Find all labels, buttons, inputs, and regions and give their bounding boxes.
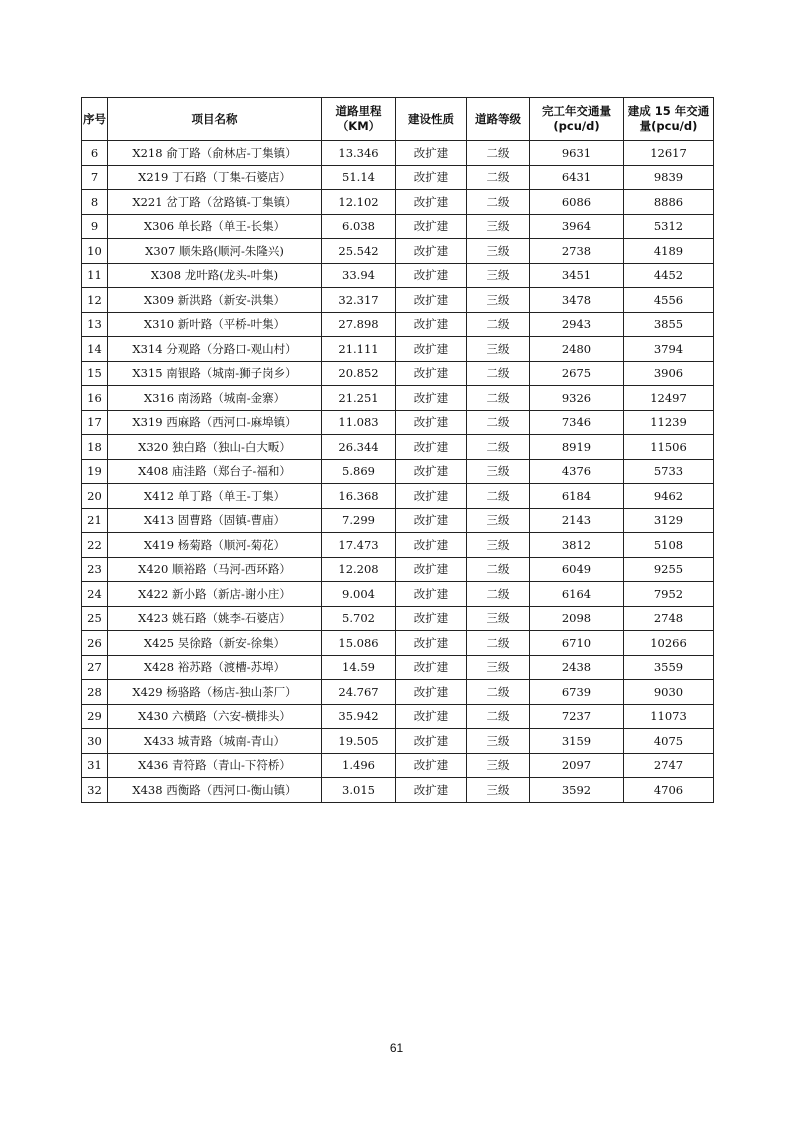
cell-road-grade: 二级 <box>467 312 530 337</box>
cell-mileage: 9.004 <box>322 582 396 607</box>
cell-road-grade: 二级 <box>467 557 530 582</box>
cell-volume-complete: 2943 <box>530 312 624 337</box>
cell-project-name: X320 独白路（独山-白大畈） <box>108 435 322 460</box>
header-km: 道路里程（KM） <box>322 98 396 141</box>
cell-construction-nature: 改扩建 <box>396 582 467 607</box>
cell-mileage: 26.344 <box>322 435 396 460</box>
cell-road-grade: 二级 <box>467 141 530 166</box>
cell-mileage: 12.102 <box>322 190 396 215</box>
cell-volume-15-year: 4189 <box>624 239 714 264</box>
cell-project-name: X316 南汤路（城南-金寨） <box>108 386 322 411</box>
cell-construction-nature: 改扩建 <box>396 361 467 386</box>
cell-no: 19 <box>82 459 108 484</box>
cell-construction-nature: 改扩建 <box>396 312 467 337</box>
cell-no: 27 <box>82 655 108 680</box>
cell-road-grade: 二级 <box>467 484 530 509</box>
cell-volume-15-year: 5733 <box>624 459 714 484</box>
table-row <box>82 239 714 264</box>
cell-construction-nature: 改扩建 <box>396 753 467 778</box>
cell-volume-15-year: 2747 <box>624 753 714 778</box>
cell-no: 23 <box>82 557 108 582</box>
table-row <box>82 704 714 729</box>
cell-mileage: 17.473 <box>322 533 396 558</box>
table-row <box>82 190 714 215</box>
cell-mileage: 3.015 <box>322 778 396 803</box>
cell-no: 6 <box>82 141 108 166</box>
header-no: 序号 <box>82 98 108 141</box>
table-row <box>82 557 714 582</box>
cell-no: 15 <box>82 361 108 386</box>
table-row <box>82 214 714 239</box>
cell-road-grade: 二级 <box>467 190 530 215</box>
cell-no: 21 <box>82 508 108 533</box>
cell-volume-15-year: 4556 <box>624 288 714 313</box>
cell-project-name: X315 南银路（城南-狮子岗乡） <box>108 361 322 386</box>
table-row <box>82 263 714 288</box>
road-project-table <box>81 97 714 803</box>
cell-volume-15-year: 8886 <box>624 190 714 215</box>
table-row <box>82 361 714 386</box>
cell-road-grade: 二级 <box>467 435 530 460</box>
cell-mileage: 13.346 <box>322 141 396 166</box>
cell-no: 8 <box>82 190 108 215</box>
table-row <box>82 508 714 533</box>
cell-road-grade: 三级 <box>467 263 530 288</box>
cell-volume-complete: 2438 <box>530 655 624 680</box>
cell-project-name: X219 丁石路（丁集-石婆店） <box>108 165 322 190</box>
table-body <box>82 141 714 803</box>
cell-volume-complete: 4376 <box>530 459 624 484</box>
cell-construction-nature: 改扩建 <box>396 655 467 680</box>
cell-construction-nature: 改扩建 <box>396 508 467 533</box>
table-row <box>82 533 714 558</box>
cell-volume-15-year: 11506 <box>624 435 714 460</box>
cell-mileage: 15.086 <box>322 631 396 656</box>
table-row <box>82 778 714 803</box>
cell-road-grade: 二级 <box>467 680 530 705</box>
cell-no: 7 <box>82 165 108 190</box>
cell-road-grade: 三级 <box>467 239 530 264</box>
cell-mileage: 21.111 <box>322 337 396 362</box>
cell-no: 32 <box>82 778 108 803</box>
cell-project-name: X314 分观路（分路口-观山村） <box>108 337 322 362</box>
header-name: 项目名称 <box>108 98 322 141</box>
header-nature: 建设性质 <box>396 98 467 141</box>
cell-volume-15-year: 11239 <box>624 410 714 435</box>
cell-volume-complete: 6710 <box>530 631 624 656</box>
cell-volume-15-year: 9462 <box>624 484 714 509</box>
cell-volume-complete: 3159 <box>530 729 624 754</box>
cell-volume-complete: 3478 <box>530 288 624 313</box>
cell-volume-15-year: 9255 <box>624 557 714 582</box>
cell-project-name: X433 城青路（城南-青山） <box>108 729 322 754</box>
cell-project-name: X319 西麻路（西河口-麻埠镇） <box>108 410 322 435</box>
cell-road-grade: 三级 <box>467 778 530 803</box>
cell-project-name: X310 新叶路（平桥-叶集） <box>108 312 322 337</box>
cell-volume-complete: 6184 <box>530 484 624 509</box>
cell-volume-15-year: 9030 <box>624 680 714 705</box>
cell-volume-complete: 2675 <box>530 361 624 386</box>
header-volume-15-year: 建成 15 年交通量(pcu/d) <box>624 98 714 141</box>
cell-no: 13 <box>82 312 108 337</box>
cell-volume-15-year: 3129 <box>624 508 714 533</box>
cell-construction-nature: 改扩建 <box>396 190 467 215</box>
cell-no: 10 <box>82 239 108 264</box>
cell-construction-nature: 改扩建 <box>396 386 467 411</box>
cell-volume-complete: 2480 <box>530 337 624 362</box>
cell-volume-complete: 6049 <box>530 557 624 582</box>
cell-no: 14 <box>82 337 108 362</box>
table-row <box>82 655 714 680</box>
cell-project-name: X308 龙叶路(龙头-叶集) <box>108 263 322 288</box>
cell-construction-nature: 改扩建 <box>396 337 467 362</box>
cell-volume-15-year: 12617 <box>624 141 714 166</box>
cell-volume-complete: 6739 <box>530 680 624 705</box>
cell-no: 18 <box>82 435 108 460</box>
cell-project-name: X309 新洪路（新安-洪集） <box>108 288 322 313</box>
cell-volume-complete: 2143 <box>530 508 624 533</box>
cell-volume-15-year: 5312 <box>624 214 714 239</box>
cell-construction-nature: 改扩建 <box>396 557 467 582</box>
cell-construction-nature: 改扩建 <box>396 288 467 313</box>
cell-project-name: X221 岔丁路（岔路镇-丁集镇） <box>108 190 322 215</box>
cell-mileage: 12.208 <box>322 557 396 582</box>
cell-volume-15-year: 5108 <box>624 533 714 558</box>
cell-road-grade: 二级 <box>467 704 530 729</box>
cell-no: 22 <box>82 533 108 558</box>
cell-no: 11 <box>82 263 108 288</box>
table-row <box>82 288 714 313</box>
cell-volume-15-year: 10266 <box>624 631 714 656</box>
cell-volume-15-year: 4706 <box>624 778 714 803</box>
cell-volume-complete: 3451 <box>530 263 624 288</box>
cell-project-name: X408 庙洼路（郑台子-福和） <box>108 459 322 484</box>
cell-volume-complete: 3812 <box>530 533 624 558</box>
cell-no: 17 <box>82 410 108 435</box>
cell-project-name: X413 固曹路（固镇-曹庙） <box>108 508 322 533</box>
cell-road-grade: 二级 <box>467 631 530 656</box>
cell-construction-nature: 改扩建 <box>396 729 467 754</box>
cell-volume-complete: 2097 <box>530 753 624 778</box>
cell-mileage: 5.702 <box>322 606 396 631</box>
cell-construction-nature: 改扩建 <box>396 778 467 803</box>
cell-mileage: 51.14 <box>322 165 396 190</box>
cell-volume-complete: 6431 <box>530 165 624 190</box>
cell-no: 24 <box>82 582 108 607</box>
cell-construction-nature: 改扩建 <box>396 165 467 190</box>
cell-road-grade: 三级 <box>467 655 530 680</box>
cell-mileage: 7.299 <box>322 508 396 533</box>
table-row <box>82 606 714 631</box>
cell-no: 25 <box>82 606 108 631</box>
cell-road-grade: 三级 <box>467 337 530 362</box>
table-row <box>82 631 714 656</box>
cell-project-name: X425 吴徐路（新安-徐集） <box>108 631 322 656</box>
cell-mileage: 16.368 <box>322 484 396 509</box>
cell-project-name: X412 单丁路（单王-丁集） <box>108 484 322 509</box>
cell-road-grade: 二级 <box>467 582 530 607</box>
header-grade: 道路等级 <box>467 98 530 141</box>
table-row <box>82 729 714 754</box>
cell-volume-complete: 2738 <box>530 239 624 264</box>
cell-road-grade: 三级 <box>467 288 530 313</box>
table-row <box>82 582 714 607</box>
cell-volume-15-year: 11073 <box>624 704 714 729</box>
table-row <box>82 680 714 705</box>
cell-mileage: 25.542 <box>322 239 396 264</box>
cell-project-name: X438 西衡路（西河口-衡山镇） <box>108 778 322 803</box>
cell-project-name: X307 顺朱路(顺河-朱隆兴) <box>108 239 322 264</box>
table-row <box>82 337 714 362</box>
cell-road-grade: 三级 <box>467 533 530 558</box>
cell-volume-15-year: 4452 <box>624 263 714 288</box>
cell-road-grade: 二级 <box>467 386 530 411</box>
cell-project-name: X429 杨骆路（杨店-独山茶厂） <box>108 680 322 705</box>
cell-volume-complete: 6086 <box>530 190 624 215</box>
cell-project-name: X306 单长路（单王-长集） <box>108 214 322 239</box>
cell-volume-complete: 7237 <box>530 704 624 729</box>
cell-mileage: 21.251 <box>322 386 396 411</box>
header-volume-complete: 完工年交通量(pcu/d) <box>530 98 624 141</box>
table-row <box>82 484 714 509</box>
cell-construction-nature: 改扩建 <box>396 631 467 656</box>
cell-construction-nature: 改扩建 <box>396 141 467 166</box>
cell-no: 16 <box>82 386 108 411</box>
cell-volume-complete: 8919 <box>530 435 624 460</box>
cell-volume-15-year: 3855 <box>624 312 714 337</box>
cell-construction-nature: 改扩建 <box>396 533 467 558</box>
cell-project-name: X420 顺裕路（马河-西环路） <box>108 557 322 582</box>
cell-mileage: 14.59 <box>322 655 396 680</box>
cell-mileage: 5.869 <box>322 459 396 484</box>
table-row <box>82 753 714 778</box>
cell-volume-15-year: 3906 <box>624 361 714 386</box>
cell-road-grade: 二级 <box>467 165 530 190</box>
cell-construction-nature: 改扩建 <box>396 239 467 264</box>
cell-mileage: 20.852 <box>322 361 396 386</box>
cell-volume-complete: 7346 <box>530 410 624 435</box>
cell-volume-complete: 9631 <box>530 141 624 166</box>
cell-road-grade: 三级 <box>467 753 530 778</box>
cell-project-name: X428 裕苏路（渡槽-苏埠） <box>108 655 322 680</box>
cell-construction-nature: 改扩建 <box>396 704 467 729</box>
cell-no: 29 <box>82 704 108 729</box>
cell-volume-15-year: 4075 <box>624 729 714 754</box>
cell-project-name: X218 俞丁路（俞林店-丁集镇） <box>108 141 322 166</box>
cell-volume-complete: 6164 <box>530 582 624 607</box>
cell-project-name: X436 青符路（青山-下符桥） <box>108 753 322 778</box>
cell-volume-15-year: 12497 <box>624 386 714 411</box>
cell-mileage: 24.767 <box>322 680 396 705</box>
cell-construction-nature: 改扩建 <box>396 410 467 435</box>
cell-road-grade: 三级 <box>467 214 530 239</box>
cell-project-name: X422 新小路（新店-谢小庄） <box>108 582 322 607</box>
cell-mileage: 32.317 <box>322 288 396 313</box>
cell-mileage: 11.083 <box>322 410 396 435</box>
table-row <box>82 435 714 460</box>
cell-no: 20 <box>82 484 108 509</box>
cell-volume-15-year: 2748 <box>624 606 714 631</box>
cell-road-grade: 二级 <box>467 410 530 435</box>
table-row <box>82 386 714 411</box>
cell-construction-nature: 改扩建 <box>396 680 467 705</box>
cell-no: 12 <box>82 288 108 313</box>
cell-volume-15-year: 7952 <box>624 582 714 607</box>
cell-project-name: X419 杨菊路（顺河-菊花） <box>108 533 322 558</box>
cell-project-name: X423 姚石路（姚李-石婆店） <box>108 606 322 631</box>
cell-mileage: 1.496 <box>322 753 396 778</box>
table-row <box>82 312 714 337</box>
cell-no: 9 <box>82 214 108 239</box>
cell-no: 28 <box>82 680 108 705</box>
cell-road-grade: 三级 <box>467 729 530 754</box>
cell-volume-15-year: 9839 <box>624 165 714 190</box>
cell-construction-nature: 改扩建 <box>396 484 467 509</box>
cell-road-grade: 二级 <box>467 361 530 386</box>
page-number: 61 <box>389 1041 404 1055</box>
cell-no: 30 <box>82 729 108 754</box>
table-row <box>82 459 714 484</box>
cell-volume-complete: 9326 <box>530 386 624 411</box>
cell-project-name: X430 六横路（六安-横排头） <box>108 704 322 729</box>
cell-mileage: 35.942 <box>322 704 396 729</box>
cell-construction-nature: 改扩建 <box>396 459 467 484</box>
cell-mileage: 27.898 <box>322 312 396 337</box>
table-row <box>82 410 714 435</box>
cell-road-grade: 三级 <box>467 459 530 484</box>
cell-volume-15-year: 3559 <box>624 655 714 680</box>
cell-construction-nature: 改扩建 <box>396 435 467 460</box>
table-row <box>82 141 714 166</box>
table-row <box>82 165 714 190</box>
cell-construction-nature: 改扩建 <box>396 263 467 288</box>
cell-volume-complete: 2098 <box>530 606 624 631</box>
cell-construction-nature: 改扩建 <box>396 606 467 631</box>
cell-volume-complete: 3592 <box>530 778 624 803</box>
cell-mileage: 6.038 <box>322 214 396 239</box>
cell-road-grade: 三级 <box>467 606 530 631</box>
cell-volume-complete: 3964 <box>530 214 624 239</box>
cell-no: 31 <box>82 753 108 778</box>
cell-road-grade: 三级 <box>467 508 530 533</box>
cell-mileage: 19.505 <box>322 729 396 754</box>
cell-volume-15-year: 3794 <box>624 337 714 362</box>
cell-no: 26 <box>82 631 108 656</box>
cell-mileage: 33.94 <box>322 263 396 288</box>
table-header-row <box>82 98 714 141</box>
cell-construction-nature: 改扩建 <box>396 214 467 239</box>
